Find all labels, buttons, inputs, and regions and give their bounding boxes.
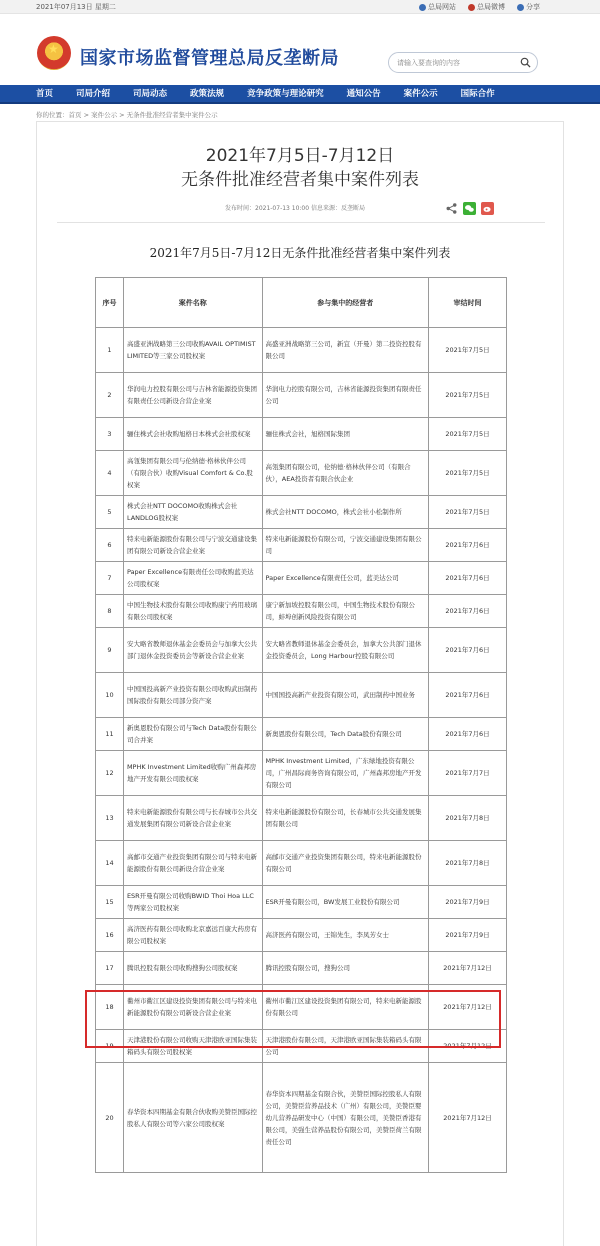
cell-no: 6 <box>96 529 124 562</box>
nav-international[interactable]: 国际合作 <box>460 89 495 99</box>
link-share-label: 分享 <box>526 3 540 11</box>
cell-no: 15 <box>96 886 124 919</box>
col-header-date: 审结时间 <box>429 278 507 328</box>
national-emblem-logo[interactable] <box>37 36 71 70</box>
cell-no: 2 <box>96 373 124 418</box>
cell-date: 2021年7月12日 <box>429 1030 507 1063</box>
cell-parties: 天津港股份有限公司，天津港欧亚国际集装箱码头有限公司 <box>262 1030 429 1063</box>
article-title-line2: 无条件批准经营者集中案件列表 <box>181 170 419 190</box>
cell-no: 18 <box>96 985 124 1030</box>
cell-date: 2021年7月9日 <box>429 919 507 952</box>
cell-parties: 中国国投高新产业投资有限公司，武田制药中国业务 <box>262 673 429 718</box>
col-header-no: 序号 <box>96 278 124 328</box>
cell-case-name: 特来电新能源股份有限公司与长春城市公共交通发展集团有限公司新设合营企业案 <box>123 796 262 841</box>
article-meta: 发布时间：2021-07-13 10:00 信息来源：反垄断局 <box>225 205 365 212</box>
cell-no: 5 <box>96 496 124 529</box>
cell-date: 2021年7月7日 <box>429 751 507 796</box>
cell-no: 9 <box>96 628 124 673</box>
cell-no: 4 <box>96 451 124 496</box>
cell-parties: 安大略省教师退休基金会委员会，加拿大公共部门退休金投资委员会，Long Harbour控股有限公司 <box>262 628 429 673</box>
share-icon <box>517 4 524 11</box>
link-share[interactable] <box>517 2 540 12</box>
cell-case-name: 安大略省教师退休基金会委员会与加拿大公共部门退休金投资委员会等新设合营企业案 <box>123 628 262 673</box>
table-row <box>96 919 507 952</box>
table-row <box>96 451 507 496</box>
divider <box>57 222 545 223</box>
cell-case-name: 骊住株式会社收购旭格日本株式会社股权案 <box>123 418 262 451</box>
cell-parties: 株式会社NTT DOCOMO，株式会社小松制作所 <box>262 496 429 529</box>
cell-no: 8 <box>96 595 124 628</box>
cell-parties: ESR开曼有限公司，BW发展工业股份有限公司 <box>262 886 429 919</box>
cell-case-name: 新奥恩股份有限公司与Tech Data股份有限公司合并案 <box>123 718 262 751</box>
cell-date: 2021年7月5日 <box>429 451 507 496</box>
table-row <box>96 529 507 562</box>
cell-no: 16 <box>96 919 124 952</box>
table-row <box>96 673 507 718</box>
cell-date: 2021年7月9日 <box>429 886 507 919</box>
cell-date: 2021年7月12日 <box>429 952 507 985</box>
cell-case-name: 华润电力控股有限公司与吉林省能源投资集团有限责任公司新设合营企业案 <box>123 373 262 418</box>
home-icon <box>419 4 426 11</box>
cell-case-name: 腾讯控股有限公司收购搜狗公司股权案 <box>123 952 262 985</box>
search-icon[interactable] <box>520 57 531 68</box>
cell-no: 1 <box>96 328 124 373</box>
table-title: 2021年7月5日-7月12日无条件批准经营者集中案件列表 <box>149 246 451 260</box>
nav-bureau-news[interactable]: 司局动态 <box>133 89 168 99</box>
link-weibo-label: 总局微博 <box>477 3 505 11</box>
cell-date: 2021年7月8日 <box>429 841 507 886</box>
nav-policies[interactable]: 政策法规 <box>190 89 225 99</box>
nav-bureau-intro[interactable]: 司局介绍 <box>76 89 111 99</box>
nav-competition-policy[interactable]: 竞争政策与理论研究 <box>247 89 324 99</box>
nav-home[interactable]: 首页 <box>36 89 54 99</box>
site-title[interactable]: 国家市场监督管理总局反垄断局 <box>80 48 339 69</box>
star-icon: ★ <box>48 42 59 56</box>
table-row <box>96 1063 507 1173</box>
cell-date: 2021年7月5日 <box>429 373 507 418</box>
table-row <box>96 718 507 751</box>
cell-no: 14 <box>96 841 124 886</box>
table-header-row <box>96 278 507 328</box>
table-row <box>96 796 507 841</box>
table-row <box>96 841 507 886</box>
cell-case-name: 株式会社NTT DOCOMO收购株式会社LANDLOG股权案 <box>123 496 262 529</box>
cell-no: 17 <box>96 952 124 985</box>
cell-case-name: 高盛亚洲战略第三公司收购AVAIL OPTIMIST LIMITED等三家公司股权案 <box>123 328 262 373</box>
link-main-site-label: 总局网站 <box>428 3 456 11</box>
table-row <box>96 952 507 985</box>
table-row <box>96 496 507 529</box>
cell-parties: 高盛亚洲战略第三公司，新宜（开曼）第二投资控股有限公司 <box>262 328 429 373</box>
cell-parties: 腾讯控股有限公司，搜狗公司 <box>262 952 429 985</box>
cell-date: 2021年7月12日 <box>429 1063 507 1173</box>
share-buttons <box>445 202 494 215</box>
cell-no: 10 <box>96 673 124 718</box>
cell-date: 2021年7月6日 <box>429 595 507 628</box>
cell-parties: 康宁新加坡控股有限公司，中国生物技术股份有限公司，蚌埠创新风险投资有限公司 <box>262 595 429 628</box>
search-input[interactable]: 请输入要查询的内容 <box>397 59 460 67</box>
cell-case-name: 高邮市交通产业投资集团有限公司与特来电新能源股份有限公司新设合营企业案 <box>123 841 262 886</box>
table-row <box>96 751 507 796</box>
cell-parties: 华润电力控股有限公司，吉林省能源投资集团有限责任公司 <box>262 373 429 418</box>
main-nav <box>0 85 600 104</box>
wechat-icon[interactable] <box>463 202 476 215</box>
cell-date: 2021年7月8日 <box>429 796 507 841</box>
cell-parties: 高济医药有限公司，王锦先生，李凤芳女士 <box>262 919 429 952</box>
cell-parties: 特来电新能源股份有限公司，宁波交通建设集团有限公司 <box>262 529 429 562</box>
cell-no: 19 <box>96 1030 124 1063</box>
search-box[interactable] <box>388 52 538 73</box>
cell-no: 7 <box>96 562 124 595</box>
weibo-icon <box>468 4 475 11</box>
cell-parties: 衢州市衢江区建设投资集团有限公司，特来电新能源股份有限公司 <box>262 985 429 1030</box>
nav-notices[interactable]: 通知公告 <box>346 89 381 99</box>
cell-date: 2021年7月6日 <box>429 562 507 595</box>
cell-date: 2021年7月6日 <box>429 529 507 562</box>
cell-date: 2021年7月6日 <box>429 673 507 718</box>
cell-date: 2021年7月12日 <box>429 985 507 1030</box>
cell-parties: 新奥恩股份有限公司，Tech Data股份有限公司 <box>262 718 429 751</box>
cell-no: 13 <box>96 796 124 841</box>
share-icon[interactable] <box>445 202 458 215</box>
cell-parties: 春华资本四期基金有限合伙，美赞臣国际控股私人有限公司，美赞臣营养品技术（广州）有限公司，美赞臣婴幼儿营养品研发中心（中国）有限公司，美赞臣香港有限公司，美强生营养品股份有限公司，美赞臣荷兰有限责任公司 <box>262 1063 429 1173</box>
cell-parties: Paper Excellence有限责任公司，蓝美达公司 <box>262 562 429 595</box>
cell-parties: 高瓴集团有限公司，伦纳德·格林伙伴公司（有限合伙），AEA投资者有限合伙企业 <box>262 451 429 496</box>
cell-case-name: 天津港股份有限公司收购天津港欧亚国际集装箱码头有限公司股权案 <box>123 1030 262 1063</box>
nav-case-disclosure[interactable]: 案件公示 <box>403 89 438 99</box>
article-card <box>36 121 564 1246</box>
cell-no: 12 <box>96 751 124 796</box>
col-header-name: 案件名称 <box>123 278 262 328</box>
current-date: 2021年07月13日 星期二 <box>36 3 116 11</box>
col-header-parties: 参与集中的经营者 <box>262 278 429 328</box>
cell-case-name: 高济医药有限公司收购北京嘉远百康大药房有限公司股权案 <box>123 919 262 952</box>
link-weibo[interactable] <box>468 2 505 12</box>
table-row <box>96 595 507 628</box>
cell-date: 2021年7月5日 <box>429 328 507 373</box>
cell-no: 3 <box>96 418 124 451</box>
article-title <box>37 144 563 192</box>
article-title-line1: 2021年7月5日-7月12日 <box>205 146 395 166</box>
highlight-box <box>85 990 501 1048</box>
cell-parties: 高邮市交通产业投资集团有限公司，特来电新能源股份有限公司 <box>262 841 429 886</box>
cell-date: 2021年7月5日 <box>429 418 507 451</box>
cell-no: 20 <box>96 1063 124 1173</box>
cell-case-name: ESR开曼有限公司收购BWID Thoi Hoa LLC等两家公司股权案 <box>123 886 262 919</box>
table-row <box>96 328 507 373</box>
table-row <box>96 886 507 919</box>
cell-no: 11 <box>96 718 124 751</box>
table-row <box>96 562 507 595</box>
cell-case-name: 衢州市衢江区建设投资集团有限公司与特来电新能源股份有限公司新设合营企业案 <box>123 985 262 1030</box>
cell-case-name: MPHK Investment Limited收购广州森邦房地产开发有限公司股权案 <box>123 751 262 796</box>
cell-case-name: 特来电新能源股份有限公司与宁波交通建设集团有限公司新设合营企业案 <box>123 529 262 562</box>
link-main-site[interactable] <box>419 2 456 12</box>
cell-case-name: 春华资本四期基金有限合伙收购美赞臣国际控股私人有限公司等六家公司股权案 <box>123 1063 262 1173</box>
top-links <box>419 2 540 12</box>
weibo-icon[interactable] <box>481 202 494 215</box>
cell-case-name: 高瓴集团有限公司与伦纳德·格林伙伴公司（有限合伙）收购Visual Comfort & Co.股权案 <box>123 451 262 496</box>
cell-parties: MPHK Investment Limited，广东绿地投资有限公司，广州昌际商务咨询有限公司，广州森邦房地产开发有限公司 <box>262 751 429 796</box>
table-row <box>96 628 507 673</box>
cell-parties: 骊住株式会社，旭格国际集团 <box>262 418 429 451</box>
table-row <box>96 373 507 418</box>
breadcrumb[interactable]: 你的位置：首页 > 案件公示 > 无条件批准经营者集中案件公示 <box>36 111 218 119</box>
site-header <box>0 14 600 84</box>
cell-case-name: 中国国投高新产业投资有限公司收购武田制药国际股份有限公司部分资产案 <box>123 673 262 718</box>
cell-parties: 特来电新能源股份有限公司，长春城市公共交通发展集团有限公司 <box>262 796 429 841</box>
cell-date: 2021年7月6日 <box>429 628 507 673</box>
cell-date: 2021年7月5日 <box>429 496 507 529</box>
cell-date: 2021年7月6日 <box>429 718 507 751</box>
top-utility-bar <box>0 0 600 14</box>
cell-case-name: 中国生物技术股份有限公司收购康宁药用玻璃有限公司股权案 <box>123 595 262 628</box>
table-row <box>96 418 507 451</box>
cell-case-name: Paper Excellence有限责任公司收购蓝美达公司股权案 <box>123 562 262 595</box>
